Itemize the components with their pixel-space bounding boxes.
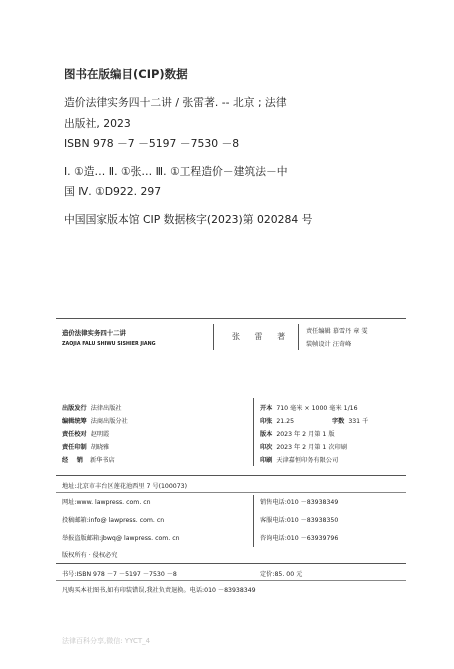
- pub-row: [260, 442, 347, 451]
- pub-row: [62, 442, 109, 451]
- publisher-website[interactable]: 网址:www. lawpress. com. cn: [62, 499, 151, 506]
- book-title-pinyin: ZAOJIA FALU SHIWU SISHIER JIANG: [62, 342, 156, 347]
- cip-isbn: ISBN 978 －7 －5197 －7530 －8: [64, 137, 240, 150]
- book-title: 造价法律实务四十二讲: [62, 329, 126, 337]
- pub-row: [332, 416, 368, 425]
- divider: [56, 492, 406, 493]
- pub-label: 开本: [260, 405, 273, 412]
- pub-row: [260, 416, 294, 425]
- pub-value: 法律出版社: [90, 405, 122, 412]
- consult-phone: 咨询电话:010 －63939796: [260, 535, 339, 542]
- pub-value: 天津嘉恒印务有限公司: [276, 457, 339, 464]
- pub-value: 胡晓雅: [90, 444, 110, 451]
- pub-row: [62, 429, 109, 438]
- book-isbn: 书号:ISBN 978 －7 －5197 －7530 －8: [62, 571, 177, 578]
- responsible-editor: 责任编辑 慕雪丹 章 雯: [306, 328, 368, 335]
- cip-heading: 图书在版编目(CIP)数据: [64, 67, 188, 81]
- divider: [253, 495, 254, 547]
- pub-label: 出版发行: [62, 405, 87, 412]
- service-phone: 客服电话:010 －83938350: [260, 517, 339, 524]
- pub-value: 710 毫米 × 1000 毫米 1/16: [276, 405, 358, 412]
- pub-label: 印次: [260, 444, 273, 451]
- pub-value: 2023 年 2 月第 1 版: [276, 431, 335, 438]
- book-author: 张 雷 著: [232, 332, 292, 341]
- pub-label: 印张: [260, 418, 273, 425]
- pub-value: 21.25: [276, 418, 295, 425]
- cover-designer: 装帧设计 汪奇峰: [306, 341, 352, 348]
- pub-value: 新华书店: [89, 457, 115, 464]
- pub-value: 2023 年 2 月第 1 次印刷: [276, 444, 347, 451]
- cip-line: Ⅰ. ①造… Ⅱ. ①张… Ⅲ. ①工程造价－建筑法－中: [64, 165, 288, 178]
- watermark-text: 法律百科分享,微信: YYCT_4: [62, 637, 151, 645]
- pub-value: 法商出版分社: [90, 418, 128, 425]
- pub-label: 字数: [332, 418, 345, 425]
- pub-label: 印刷: [260, 457, 273, 464]
- pub-row: [62, 403, 122, 412]
- return-notice: 凡购买本社图书,如有印装错误,我社负责退换。电话:010 －83938349: [62, 587, 256, 594]
- divider: [253, 398, 254, 466]
- piracy-report-email[interactable]: 举报盗版邮箱:jbwq@ lawpress. com. cn: [62, 535, 180, 542]
- pub-value: 331 千: [348, 418, 369, 425]
- book-price: 定价:85. 00 元: [260, 571, 303, 578]
- pub-label: 经 销: [62, 457, 83, 464]
- cip-line: 国 Ⅳ. ①D922. 297: [64, 185, 162, 198]
- cip-line: 出版社, 2023: [64, 117, 131, 130]
- cip-line: 造价法律实务四十二讲 / 张雷著. -- 北京 ; 法律: [64, 96, 287, 109]
- divider: [56, 563, 406, 564]
- pub-label: 责任印制: [62, 444, 87, 451]
- sales-phone: 销售电话:010 －83938349: [260, 499, 339, 506]
- pub-row: [260, 455, 338, 464]
- submission-email[interactable]: 投稿邮箱:info@ lawpress. com. cn: [62, 517, 165, 524]
- divider: [56, 475, 406, 476]
- pub-row: [62, 455, 115, 464]
- divider: [56, 318, 406, 319]
- pub-row: [62, 416, 128, 425]
- divider: [298, 324, 299, 350]
- copyright-notice: 版权所有 · 侵权必究: [62, 552, 118, 559]
- divider: [213, 324, 214, 350]
- cip-record-number: 中国国家版本馆 CIP 数据核字(2023)第 020284 号: [64, 213, 313, 226]
- pub-row: [260, 429, 335, 438]
- pub-value: 赵明霞: [90, 431, 110, 438]
- pub-row: [260, 403, 358, 412]
- publisher-address: 地址:北京市丰台区莲花池西里 7 号(100073): [62, 483, 188, 490]
- pub-label: 编辑统筹: [62, 418, 87, 425]
- pub-label: 责任校对: [62, 431, 87, 438]
- divider: [56, 580, 406, 581]
- pub-label: 版本: [260, 431, 273, 438]
